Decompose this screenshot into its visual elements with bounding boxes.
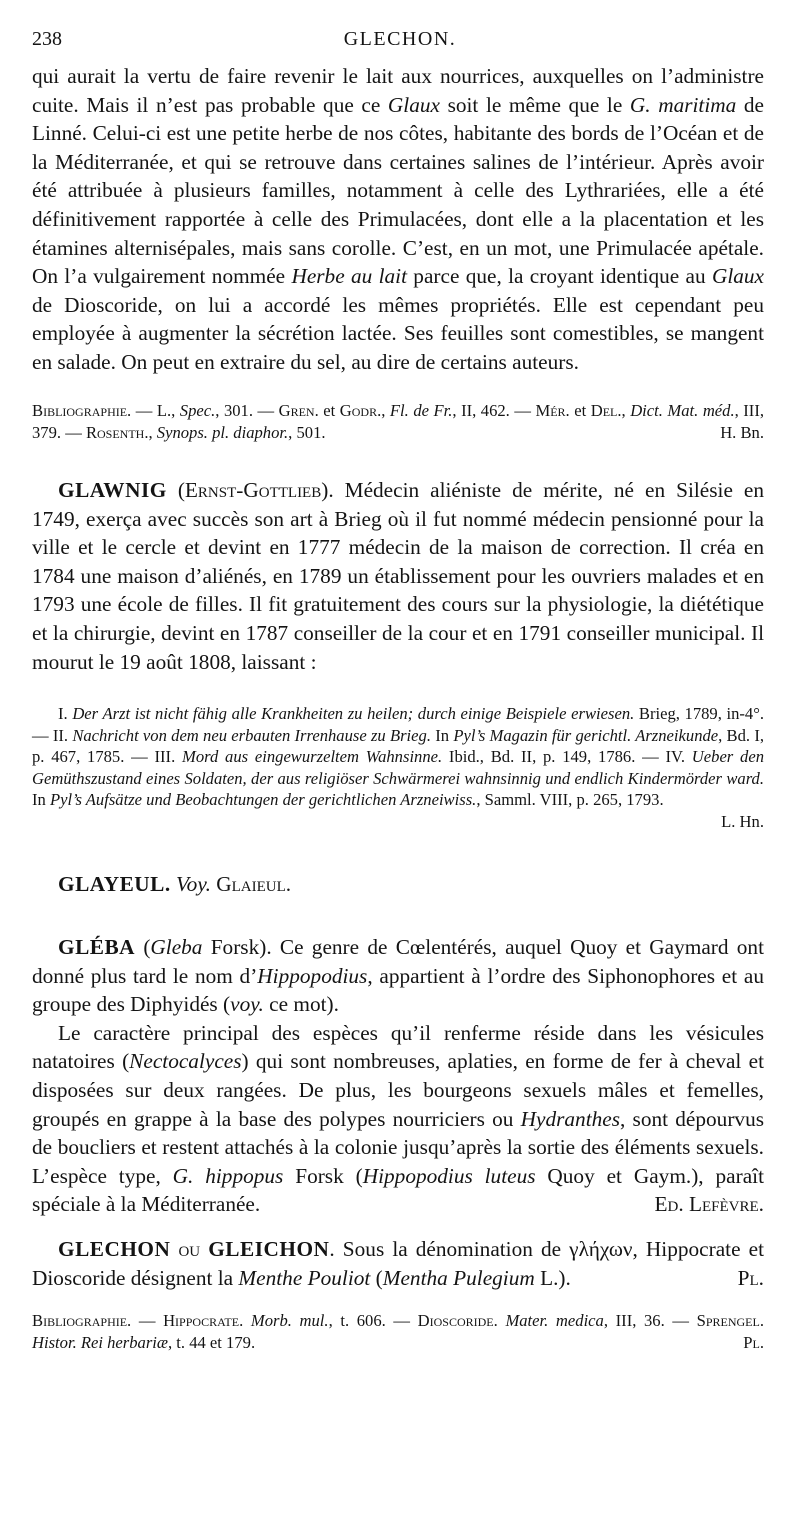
text-run: Ibid., Bd. II, p. 149, 1786. — IV. xyxy=(442,747,692,766)
text-run: de Dioscoride, on lui a accordé les mêmes propriétés. Elle est cependant peu employée à augmenter la sécrétion lactée. Ses feuilles sont comestibles, se mangent en salade. On peut en extraire du sel, au dire de certains auteurs. xyxy=(32,292,764,374)
text-run: parce que, la croyant identique au xyxy=(406,264,712,289)
text-run: ( xyxy=(370,1265,383,1290)
gleba-paragraph-2 xyxy=(32,1019,764,1219)
common-name: Herbe au lait xyxy=(291,264,407,289)
author-signature: L. Hn. xyxy=(721,811,764,831)
author-signature: Ed. Lefèvre. xyxy=(654,1192,764,1217)
work-title: Histor. Rei herbariæ xyxy=(32,1332,168,1352)
author-signature: Pl. xyxy=(737,1265,764,1290)
taxon-name: G. hippopus xyxy=(172,1163,284,1188)
text-run: ( xyxy=(135,935,151,959)
work-title: Spec. xyxy=(179,401,216,420)
works-list xyxy=(32,703,764,811)
work-title: Synops. pl. diaphor. xyxy=(156,422,289,442)
text-run: , 301. — xyxy=(215,401,279,420)
term: Hydranthes xyxy=(520,1106,620,1131)
glawnig-paragraph xyxy=(32,476,764,676)
glayeul-paragraph xyxy=(32,870,764,899)
text-run: , xyxy=(621,401,631,420)
work-title: Fl. de Fr. xyxy=(389,401,453,420)
work-title: Der Arzt ist nicht fähig alle Krankheiten zu heilen; durch einige Beispiele erwiesen. xyxy=(72,704,635,723)
text-run: ) qui sont nombreuses, aplaties, en forme de fer à cheval et disposées sur deux rangées. De plus, les bourgeons sexuels mâles et femelles, groupés en grappe à la base des polypes nourriciers ou xyxy=(32,1049,764,1131)
text-run: de Linné. Celui-ci est une petite herbe de nos côtes, habitante des bords de l’Océan et de la Méditerranée, et qui se retrouve dans certaines salines de l’intérieur. Après avoir été attribuée à plusieurs familles, notamment à celle des Lythrariées, elle a été définitivement rapportée à celle des Primulacées, dont elle a la placentation et les étamines alternisépales, mais sans corolle. C’est, en un mot, une Primulacée apétale. On l’a vulgairement nommée xyxy=(32,92,765,289)
author-name: Hippocrate. xyxy=(163,1311,244,1330)
taxon-name: G. maritima xyxy=(629,92,737,117)
entry-glawnig xyxy=(32,476,764,676)
text-run: , xyxy=(148,422,157,442)
work-title: Mord aus eingewurzeltem Wahnsinne. xyxy=(182,747,443,766)
text-run: Forsk ( xyxy=(283,1163,363,1188)
bibliography-label: Bibliographie. xyxy=(32,1311,132,1330)
author-name: Gren. xyxy=(278,401,319,420)
entry-glechon xyxy=(32,1235,764,1292)
work-title: Nachricht von dem neu erbauten Irrenhause zu Brieg. xyxy=(72,725,431,745)
headword: GLECHON xyxy=(58,1237,171,1261)
work-title: Mater. medica xyxy=(505,1311,604,1330)
cross-reference-target: Glaieul. xyxy=(216,872,292,896)
cross-reference-marker: voy. xyxy=(230,992,264,1017)
entry-gleba xyxy=(32,933,764,1219)
page-header xyxy=(32,28,768,60)
author-name: Mér. xyxy=(535,401,570,420)
text-run: ou xyxy=(170,1237,209,1261)
text-run: , III, 36. — xyxy=(603,1311,697,1330)
glechon-paragraph xyxy=(32,1235,764,1292)
author-name: Rosenth. xyxy=(85,422,149,442)
text-run: ). Médecin aliéniste de mérite, né en Silésie en 1749, exerça avec succès son art à Brieg où il fut nommé médecin pensionné pour la ville et le cercle et devint en 1777 médecin de la maison de correction. Il créa en 1784 une maison d’aliénés, en 1789 un établissement pour les ouvriers malades et en 1793 une école de filles. Il fit gratuitement des cours sur la physiologie, la diététique et la chirurgie, devint en 1787 conseiller de la cour et en 1791 conseiller municipal. Il mourut le 19 août 1808, laissant : xyxy=(32,478,764,674)
text-run: , sont dépourvus de boucliers et restent attachés à la colonie jusqu’après la sortie des éléments sexuels. L’espèce type, xyxy=(32,1106,765,1188)
term: Nectocalyces xyxy=(129,1049,242,1074)
text-run: qui aurait la vertu de faire revenir le lait aux nourrices, auxquelles on l’administre cuite. Mais il n’est pas probable que ce xyxy=(32,64,764,117)
text-run: Le caractère principal des espèces qu’il renferme réside dans les vésicules natatoires ( xyxy=(32,1020,764,1074)
text-run: , t. 606. — xyxy=(328,1311,418,1330)
glaux-continuation xyxy=(32,62,764,377)
text-run: ( xyxy=(166,478,185,502)
text-run: L.). xyxy=(534,1265,571,1290)
bibliography-label: Bibliographie. xyxy=(32,401,132,420)
work-title: Dict. Mat. méd. xyxy=(630,401,735,420)
text-run: , Samml. VIII, p. 265, 1793. xyxy=(476,790,664,809)
headword: GLEICHON xyxy=(208,1237,330,1261)
text-run: et xyxy=(569,401,591,420)
bibliography-entry xyxy=(32,400,764,443)
author-name: Sprengel. xyxy=(696,1311,764,1330)
bibliography-entry xyxy=(32,1310,764,1353)
work-title: Pyl’s Magazin für gerichtl. Arzneikunde xyxy=(453,725,719,745)
text-run: et xyxy=(318,401,340,420)
given-names: Ernst-Gottlieb xyxy=(184,478,322,502)
text-run: I. xyxy=(58,704,73,723)
work-title: Ueber den Gemüthszustand eines Soldaten, der aus religiöser Schwärmerei wahnsinnig und endlich Kindermörder ward. xyxy=(32,747,764,788)
text-run: In xyxy=(430,725,454,745)
taxon-name: Hippopodius xyxy=(257,963,368,988)
glawnig-works xyxy=(32,703,764,832)
continuation-paragraph xyxy=(32,62,764,377)
cross-reference-marker: Voy. xyxy=(176,872,211,896)
text-run: Brieg, 1789, in-4°. — II. xyxy=(32,704,765,745)
bibliography-glaux xyxy=(32,400,764,443)
taxon-name: Gleba xyxy=(150,935,203,959)
text-run: , II, 462. — xyxy=(452,401,536,420)
author-signature: Pl. xyxy=(743,1332,764,1352)
text-run: . Sous la dénomination de γλήχων, Hippocrate et Dioscoride désignent la xyxy=(32,1237,764,1290)
text-run: , t. 44 et 179. xyxy=(167,1332,256,1352)
entry-glayeul xyxy=(32,870,764,899)
text-run: soit le même que le xyxy=(439,92,630,117)
author-name: Dioscoride. xyxy=(417,1311,498,1330)
work-title: Morb. mul. xyxy=(250,1311,329,1330)
work-title: Pyl’s Aufsätze und Beobachtungen der gerichtlichen Arzneiwiss. xyxy=(49,790,477,809)
text-run: — xyxy=(131,1311,164,1330)
text-run: Quoy et Gaym.), paraît spéciale à la Méditerranée. xyxy=(32,1163,764,1217)
text-run: , appartient à l’ordre des Siphonophores et au groupe des Diphyidés ( xyxy=(32,963,764,1017)
author-signature: H. Bn. xyxy=(720,422,764,442)
headword: GLÉBA xyxy=(58,935,136,959)
page-number: 238 xyxy=(32,28,62,50)
taxon-name: Hippopodius luteus xyxy=(362,1163,536,1188)
gleba-paragraph-1 xyxy=(32,933,764,1019)
text-run xyxy=(243,1311,251,1330)
running-head: GLECHON. xyxy=(343,28,457,50)
text-run: , III, 379. — xyxy=(32,401,764,442)
taxon-name: Glaux xyxy=(711,264,764,289)
common-name: Menthe Pouliot xyxy=(238,1265,371,1290)
text-run: , 501. xyxy=(288,422,326,442)
bibliography-glechon xyxy=(32,1310,764,1353)
text-run: , Bd. I, p. 467, 1785. — III. xyxy=(32,725,765,766)
headword: GLAWNIG xyxy=(58,478,167,502)
text-run: Forsk). Ce genre de Cœlentérés, auquel Quoy et Gaymard ont donné plus tard le nom d’ xyxy=(32,935,764,988)
author-name: Godr. xyxy=(339,401,382,420)
taxon-name: Glaux xyxy=(387,92,440,117)
text-run: — L., xyxy=(131,401,180,420)
author-name: Del. xyxy=(590,401,622,420)
text-run: ce mot). xyxy=(263,992,339,1017)
taxon-name: Mentha Pulegium xyxy=(382,1265,535,1290)
headword: GLAYEUL. xyxy=(58,872,171,896)
text-run: In xyxy=(32,790,50,809)
text-run: , xyxy=(381,401,390,420)
